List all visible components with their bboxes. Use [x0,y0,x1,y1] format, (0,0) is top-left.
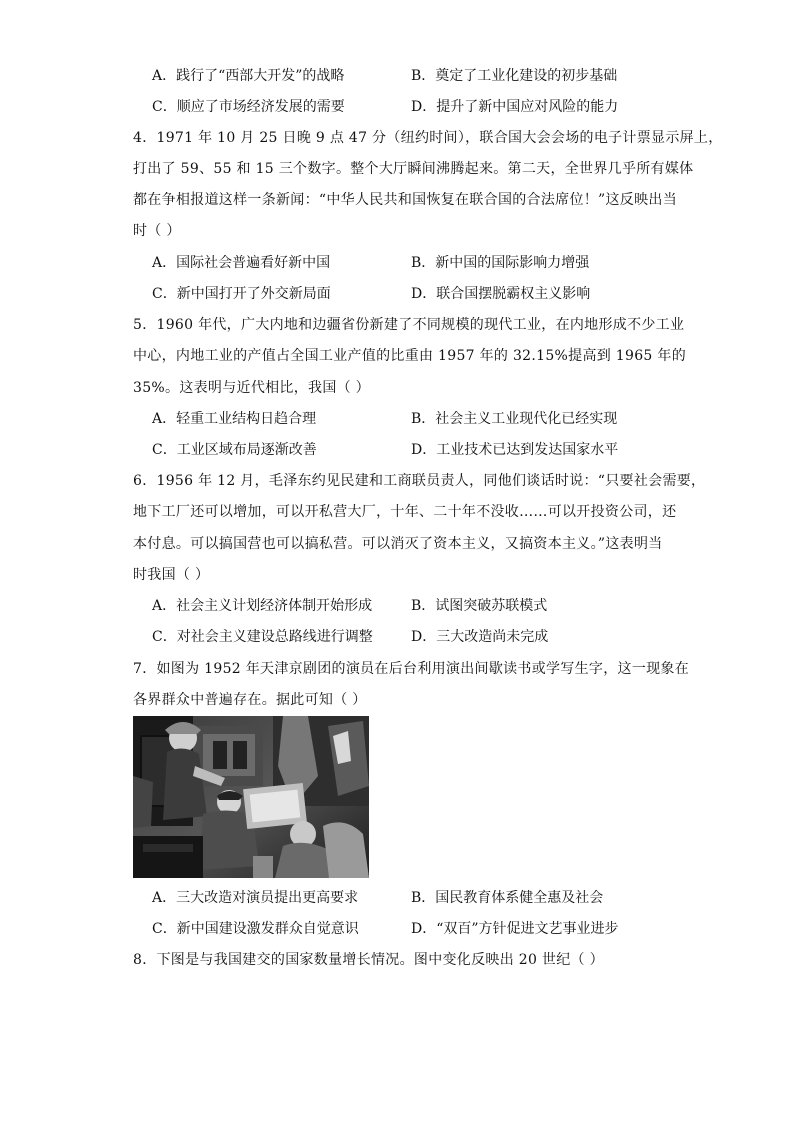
q6-option-a: A．社会主义计划经济体制开始形成 [152,598,373,614]
q4-option-a: A．国际社会普遍看好新中国 [152,255,331,271]
q4-option-c: C．新中国打开了外交新局面 [152,286,331,302]
q7-option-b: B．国民教育体系健全惠及社会 [411,890,604,906]
q6-option-b: B．试图突破苏联模式 [411,598,548,614]
q4-option-d: D．联合国摆脱霸权主义影响 [411,286,591,302]
q3-option-c: C．顺应了市场经济发展的需要 [152,99,345,115]
q6-option-d: D．三大改造尚未完成 [411,629,549,645]
q6-stem-line-4: 时我国（ ） [133,567,210,583]
q5-option-c: C．工业区域布局逐渐改善 [152,442,317,458]
q4-option-b: B．新中国的国际影响力增强 [411,255,590,271]
q5-option-a: A．轻重工业结构日趋合理 [152,411,317,427]
q5-stem-line-3: 35%。这表明与近代相比，我国（ ） [133,380,370,396]
q4-stem-line-1: 4．1971 年 10 月 25 日晚 9 点 47 分（纽约时间），联合国大会会场的电子计票显示屏上， [133,130,723,146]
q5-option-d: D．工业技术已达到发达国家水平 [411,442,619,458]
q6-stem-line-3: 本付息。可以搞国营也可以搞私营。可以消灭了资本主义，又搞资本主义。”这表明当 [133,536,663,552]
q5-option-b: B．社会主义工业现代化已经实现 [411,411,618,427]
q3-option-a: A．践行了“西部大开发”的战略 [152,68,345,84]
q7-option-c: C．新中国建设激发群众自觉意识 [152,921,359,937]
q6-stem-line-1: 6．1956 年 12 月，毛泽东约见民建和工商联员责人，同他们谈话时说：“只要社会需要， [133,473,706,489]
q4-stem-line-2: 打出了 59、55 和 15 三个数字。整个大厅瞬间沸腾起来。第二天，全世界几乎所有媒体 [133,161,694,177]
q3-option-b: B．奠定了工业化建设的初步基础 [411,68,618,84]
q5-stem-line-1: 5．1960 年代，广大内地和边疆省份新建了不同规模的现代工业，在内地形成不少工业 [133,317,685,333]
q8-stem-line-1: 8．下图是与我国建交的国家数量增长情况。图中变化反映出 20 世纪（ ） [133,952,604,968]
q7-stem-line-1: 7．如图为 1952 年天津京剧团的演员在后台利用演出间歇读书或学写生字，这一现象在 [133,661,690,677]
q6-option-c: C．对社会主义建设总路线进行调整 [152,629,373,645]
q6-stem-line-2: 地下工厂还可以增加，可以开私营大厂，十年、二十年不没收……可以开投资公司，还 [133,504,677,520]
q5-stem-line-2: 中心，内地工业的产值占全国工业产值的比重由 1957 年的 32.15%提高到 1965 年的 [133,348,686,364]
historical-photo [133,716,369,878]
q7-option-d: D．“双百”方针促进文艺事业进步 [411,921,619,937]
q7-option-a: A．三大改造对演员提出更高要求 [152,890,359,906]
q4-stem-line-4: 时（ ） [133,223,181,239]
q3-option-d: D．提升了新中国应对风险的能力 [411,99,619,115]
q7-stem-line-2: 各界群众中普遍存在。据此可知（ ） [133,692,367,708]
q4-stem-line-3: 都在争相报道这样一条新闻：“中华人民共和国恢复在联合国的合法席位！”这反映出当 [133,192,678,208]
